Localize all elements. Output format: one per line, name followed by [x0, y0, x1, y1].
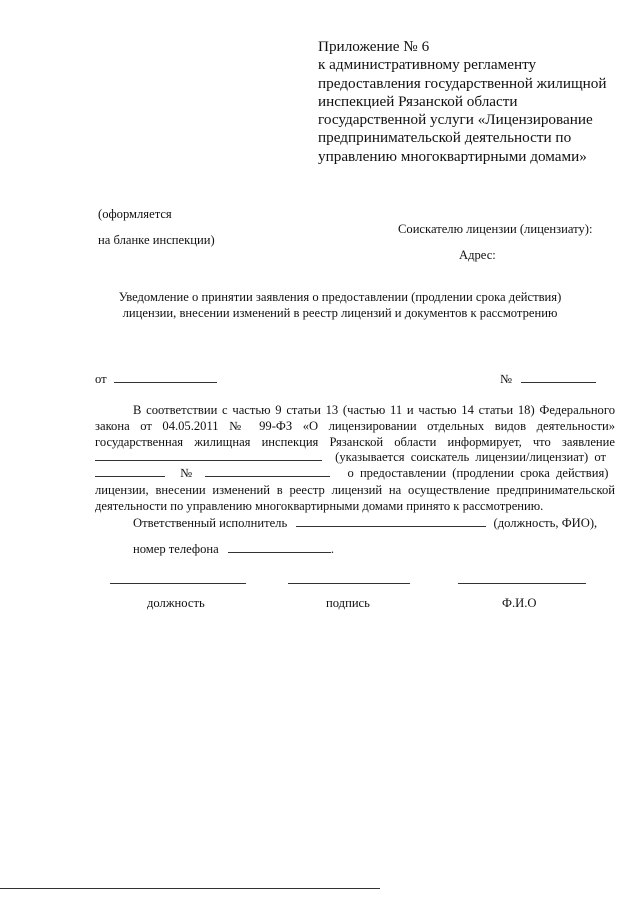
- fio-signature-line[interactable]: [458, 582, 586, 584]
- number-label: №: [500, 372, 513, 386]
- phone-row: [133, 542, 334, 557]
- body-line-5: [95, 466, 608, 481]
- appendix-line: управлению многоквартирными домами»: [318, 147, 587, 165]
- body-line-1: В соответствии с частью 9 статьи 13 (частью 11 и частью 14 статьи 18) Федерального: [133, 403, 615, 417]
- date-row: [95, 372, 217, 387]
- notice-title-line2: лицензии, внесении изменений в реестр лицензий и документов к рассмотрению: [122, 306, 558, 320]
- executor-suffix: (должность, ФИО),: [493, 516, 598, 530]
- recipient-address-label: Адрес:: [459, 248, 496, 262]
- date-blank-field[interactable]: [114, 372, 217, 383]
- position-signature-line[interactable]: [110, 582, 246, 584]
- executor-blank-field[interactable]: [296, 516, 486, 527]
- appendix-line: предоставления государственной жилищной: [318, 74, 607, 92]
- appendix-line: инспекцией Рязанской области: [318, 92, 518, 110]
- executor-row: [133, 516, 597, 531]
- number-row: [500, 372, 596, 387]
- appendix-header: [318, 38, 628, 166]
- recipient-label: Соискателю лицензии (лицензиату):: [398, 222, 593, 236]
- appendix-line: к административному регламенту: [318, 56, 537, 74]
- application-number-blank[interactable]: [205, 466, 330, 477]
- notice-title-line1: Уведомление о принятии заявления о предоставлении (продлении срока действия): [118, 290, 562, 304]
- applicant-blank-field[interactable]: [95, 450, 322, 461]
- date-from-label: от: [95, 372, 107, 386]
- body-line-2: закона от 04.05.2011 № 99-ФЗ «О лицензировании отдельных видов деятельности»: [95, 419, 615, 433]
- application-subject: о предоставлении (продлении срока действия): [347, 466, 609, 480]
- body-line-6: лицензии, внесении изменений в реестр лицензий на осуществление предпринимательской: [95, 483, 615, 497]
- application-date-blank[interactable]: [95, 466, 165, 477]
- appendix-line: государственной услуги «Лицензирование: [318, 111, 593, 129]
- footnote-separator: [0, 888, 380, 889]
- phone-blank-field[interactable]: [228, 542, 331, 553]
- form-note-line1: (оформляется: [98, 207, 172, 221]
- phone-suffix: .: [330, 542, 335, 556]
- fio-caption: Ф.И.О: [502, 596, 537, 610]
- form-note-line2: на бланке инспекции): [98, 233, 215, 247]
- executor-label: Ответственный исполнитель: [133, 516, 288, 530]
- signature-line[interactable]: [288, 582, 410, 584]
- application-number-label: №: [180, 466, 193, 480]
- signature-caption: подпись: [326, 596, 370, 610]
- appendix-title: Приложение № 6: [318, 38, 430, 55]
- body-line-4: [95, 450, 606, 465]
- phone-label: номер телефона: [133, 542, 219, 556]
- body-line-7: деятельности по управлению многоквартирными домами принято к рассмотрению.: [95, 499, 544, 513]
- body-line-3: государственная жилищная инспекция Рязанской области информирует, что заявление: [95, 435, 615, 449]
- number-blank-field[interactable]: [521, 372, 596, 383]
- applicant-hint: (указывается соискатель лицензии/лицензиат) от: [335, 450, 607, 464]
- appendix-line: предпринимательской деятельности по: [318, 129, 572, 147]
- position-caption: должность: [147, 596, 205, 610]
